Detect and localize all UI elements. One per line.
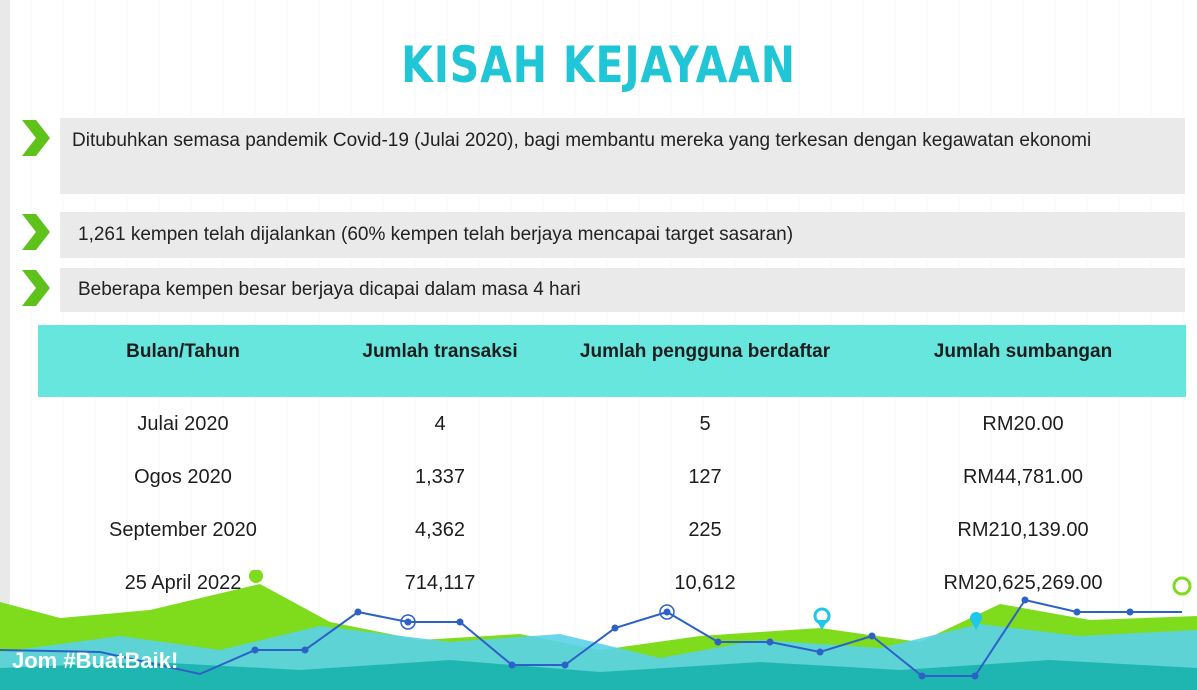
cell-users: 5 [699,413,711,435]
cell-donations: RM210,139.00 [957,519,1089,541]
bullet-1 [20,118,1185,194]
bullet-text: 1,261 kempen telah dijalankan (60% kempen telah berjaya mencapai target sasaran) [60,212,1185,258]
cell-users: 127 [688,466,722,488]
cell-transactions: 4,362 [414,519,466,541]
cell-users: 225 [688,519,722,541]
header-transactions: Jumlah transaksi [362,341,518,362]
table-row [38,566,1186,606]
table-row [38,513,1186,553]
bullet-3 [20,268,1185,312]
cell-month: Julai 2020 [137,413,229,435]
cell-donations: RM20,625,269.00 [943,572,1103,594]
header-month: Bulan/Tahun [126,341,240,362]
cell-month: 25 April 2022 [124,572,242,594]
tagline: Jom #BuatBaik! [12,648,179,673]
header-donations: Jumlah sumbangan [933,341,1113,362]
cell-donations: RM44,781.00 [962,466,1084,488]
chevron-right-icon [20,118,52,158]
cell-month: September 2020 [109,519,257,541]
cell-transactions: 4 [434,413,446,435]
cell-transactions: 1,337 [414,466,466,488]
cell-month: Ogos 2020 [134,466,232,488]
cell-users: 10,612 [674,572,736,594]
bullet-text: Beberapa kempen besar berjaya dicapai dalam masa 4 hari [60,268,1185,312]
bullet-text: Ditubuhkan semasa pandemik Covid-19 (Julai 2020), bagi membantu mereka yang terkesan dengan kegawatan ekonomi [60,118,1185,194]
slide-title: KISAH KEJAYAAN [401,36,796,94]
table-row [38,407,1186,447]
table-row [38,460,1186,500]
bullet-2 [20,212,1185,258]
header-users: Jumlah pengguna berdaftar [579,341,831,362]
chevron-right-icon [20,268,52,308]
chevron-right-icon [20,212,52,252]
table-header [38,325,1186,397]
cell-donations: RM20.00 [982,413,1064,435]
cell-transactions: 714,117 [404,572,476,594]
